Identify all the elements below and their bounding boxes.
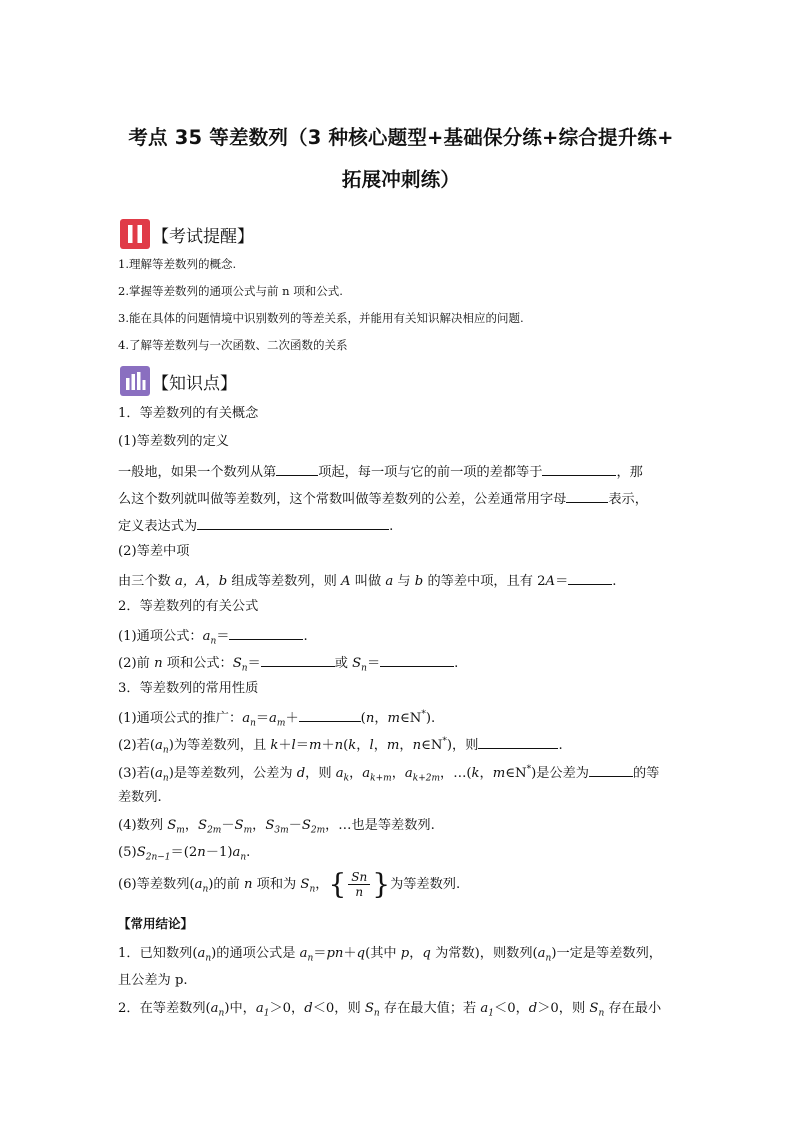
text: 一般地，如果一个数列从第 — [118, 465, 277, 480]
fill-blank — [299, 709, 361, 722]
math-var: $a_1$ — [480, 1001, 495, 1019]
fill-blank — [380, 654, 454, 667]
fraction-sn-over-n — [348, 870, 370, 899]
text: ， — [409, 946, 423, 961]
text: 的等 — [632, 766, 660, 781]
document-title-line-1: 考点 35 等差数列（3 种核心题型+基础保分练+综合提升练+ — [128, 126, 674, 149]
definition-line-3 — [118, 517, 393, 533]
math-var: k — [270, 738, 279, 753]
text: ，…也是等差数列. — [325, 818, 435, 833]
text: ， — [374, 711, 388, 726]
math-var: $S_m$ — [167, 818, 185, 836]
text: 2．在等差数列( — [118, 1001, 211, 1016]
conclusions-heading: 【常用结论】 — [118, 916, 194, 931]
pause-bars-icon — [120, 219, 150, 249]
text: . — [612, 574, 617, 589]
math-var: $a_n$ — [242, 711, 256, 729]
fill-blank — [261, 654, 335, 667]
fill-blank — [197, 517, 389, 530]
text: 与 — [393, 574, 415, 589]
knowledge-subtitle: (1)等差数列的定义 — [118, 434, 229, 449]
text: 项和公式： — [162, 656, 233, 671]
text: ∈N — [505, 766, 527, 781]
text: ( — [360, 711, 366, 726]
text: 么这个数列就叫做等差数列，这个常数叫做等差数列的公差，公差通常用字母 — [118, 492, 567, 507]
text: . — [246, 845, 251, 860]
bar-chart-icon — [120, 366, 150, 396]
math-var: $a_n$ — [155, 766, 169, 784]
math-var: n — [154, 656, 163, 671]
math-var: $S_{2n-1}$ — [136, 845, 171, 863]
math-var: n — [412, 738, 422, 753]
text: . — [558, 738, 563, 753]
text: ＜0，则 — [312, 1001, 365, 1016]
text: )的通项公式是 — [211, 946, 300, 961]
definition-line-1 — [118, 463, 643, 479]
text: －1) — [205, 845, 233, 860]
math-var: m — [386, 738, 400, 753]
math-var: $a_k$ — [335, 766, 350, 784]
text: )是公差为 — [531, 766, 589, 781]
text: 项起，每一项与它的前一项的差都等于 — [318, 465, 543, 480]
property-3-cont: 差数列. — [118, 790, 162, 805]
text: ， — [356, 738, 370, 753]
fraction-denominator: n — [355, 885, 364, 899]
text: )为等差数列，且 — [168, 738, 271, 753]
left-brace: { — [328, 867, 347, 901]
text: ，…( — [440, 766, 472, 781]
math-var: $S_{2m}$ — [198, 818, 222, 836]
math-var: k — [471, 766, 480, 781]
math-var: $a_{k+2m}$ — [404, 766, 441, 784]
math-var: $a_n$ — [155, 738, 169, 756]
math-var: a，A，b — [174, 574, 228, 589]
section-header-knowledge-points — [120, 366, 237, 396]
text: 项和为 — [252, 877, 301, 892]
reminder-item: 2.掌握等差数列的通项公式与前 n 项和公式. — [118, 284, 343, 298]
math-var: $S_{3m}$ — [265, 818, 289, 836]
math-var: $a_n$ — [194, 877, 209, 895]
text: (2)前 — [118, 656, 155, 671]
text: 的等差中项，且有 2 — [423, 574, 546, 589]
math-var: $a_m$ — [269, 711, 286, 729]
text: ＝ — [295, 738, 309, 753]
math-var: n — [365, 711, 375, 726]
fill-blank — [568, 572, 612, 585]
text: (其中 — [365, 946, 401, 961]
math-var: q — [356, 946, 366, 961]
text: ∈N — [421, 738, 443, 753]
reminder-item: 4.了解等差数列与一次函数、二次函数的关系 — [118, 338, 348, 352]
knowledge-title: 1．等差数列的有关概念 — [118, 406, 259, 421]
conclusion-1 — [118, 947, 662, 964]
math-var: d — [528, 1001, 538, 1016]
text: 为等差数列. — [390, 877, 461, 892]
text: ＋ — [343, 946, 357, 961]
text: ＞0， — [269, 1001, 305, 1016]
text: ＝ — [216, 629, 230, 644]
math-var: m — [308, 738, 322, 753]
text: (5) — [118, 845, 137, 860]
math-var: A — [341, 574, 351, 589]
text: ＝ — [247, 656, 261, 671]
math-var: l — [369, 738, 374, 753]
fill-blank — [566, 490, 608, 503]
math-var: A — [545, 574, 556, 589]
math-var: $a_n$ — [537, 946, 552, 964]
document-title-line-2: 拓展冲刺练） — [341, 168, 461, 191]
math-var: pn — [326, 946, 344, 961]
text: (1)通项公式： — [118, 629, 203, 644]
conclusion-1-cont: 且公差为 p. — [118, 973, 188, 988]
text: )中， — [224, 1001, 256, 1016]
reminder-item: 1.理解等差数列的概念. — [118, 257, 237, 271]
text: 组成等差数列，则 — [227, 574, 342, 589]
arithmetic-mean-line — [118, 572, 616, 588]
fill-blank — [229, 627, 303, 640]
text: ＜0， — [494, 1001, 529, 1016]
fill-blank — [589, 764, 633, 777]
property-5 — [118, 846, 250, 863]
text: (2)若( — [118, 738, 156, 753]
math-var: l — [291, 738, 296, 753]
math-var: m — [387, 711, 401, 726]
math-var: $S_n$ — [589, 1001, 605, 1019]
text: )一定是等差数列， — [551, 946, 662, 961]
property-2: (2)若$(a_n)$为等差数列，且 k＋l＝m＋n(k，l，m，n∈N*)，则 . — [118, 736, 563, 756]
text: . — [303, 629, 308, 644]
text: (1)通项公式的推广： — [118, 711, 243, 726]
property-1: (1)通项公式的推广：$a_n=a_m+ (n$，m∈N*). — [118, 709, 436, 729]
text: (6)等差数列( — [118, 877, 195, 892]
text: (4)数列 — [118, 818, 168, 833]
fill-blank — [276, 463, 318, 476]
text: ). — [425, 711, 436, 726]
math-var: n — [197, 845, 206, 860]
math-var: $a_{k+m}$ — [362, 766, 392, 784]
formula-general-term — [118, 627, 308, 647]
text: (3)若( — [118, 766, 156, 781]
math-var: $a_n$ — [232, 845, 247, 863]
conclusion-2 — [118, 1002, 661, 1019]
knowledge-title: 2．等差数列的有关公式 — [118, 599, 259, 614]
math-var: d — [296, 766, 306, 781]
right-brace: } — [372, 867, 391, 901]
text: 叫做 — [350, 574, 386, 589]
property-4: (4)数列 $S_m$，$S_{2m}-S_m$，$S_{3m}-S_{2m}$，…也是等差数列. — [118, 818, 435, 836]
section-heading: 【知识点】 — [152, 373, 237, 394]
text: ，则 — [305, 766, 336, 781]
math-var: $S_n$ — [300, 877, 316, 895]
math-var: k — [348, 738, 357, 753]
text: 存在最大值；若 — [379, 1001, 481, 1016]
property-3: (3)若$(a_n)$是等差数列，公差为 d，则 $a_k$，$a_{k+m}$，$a_{k+2m}$，…(k，m∈N*)是公差为 的等 — [118, 764, 660, 784]
math-var: $a_n$ — [210, 1001, 225, 1019]
definition-line-2 — [118, 490, 648, 506]
fraction-numerator: Sn — [348, 870, 370, 885]
text: )是等差数列，公差为 — [168, 766, 297, 781]
text: ＝ — [555, 574, 569, 589]
text: ＞0，则 — [537, 1001, 590, 1016]
math-var: p — [400, 946, 410, 961]
formula-partial-sum — [118, 654, 458, 674]
math-var: m — [492, 766, 506, 781]
text: ∈N — [400, 711, 422, 726]
math-var: n — [334, 738, 344, 753]
knowledge-title: 3．等差数列的常用性质 — [118, 681, 259, 696]
knowledge-subtitle: (2)等差中项 — [118, 544, 190, 559]
text: 定义表达式为 — [118, 519, 198, 534]
math-var: $a_n$ — [197, 946, 212, 964]
text: 或 — [334, 656, 353, 671]
text: 由三个数 — [118, 574, 175, 589]
text: )，则 — [446, 738, 479, 753]
text: . — [389, 519, 394, 534]
math-var: a — [385, 574, 394, 589]
text: 存在最小 — [604, 1001, 662, 1016]
math-var: $S_m$ — [234, 818, 253, 836]
text: . — [454, 656, 459, 671]
math-var: $a_1$ — [255, 1001, 270, 1019]
text: ＝ — [366, 656, 381, 671]
text: 为常数)，则数列( — [430, 946, 538, 961]
math-var: n — [243, 877, 253, 892]
math-var: $S_n$ — [352, 656, 367, 674]
math-var: $a_n$ — [202, 629, 217, 647]
fill-blank — [542, 463, 616, 476]
math-var: $S_{2m}$ — [301, 818, 326, 836]
text: )的前 — [208, 877, 244, 892]
math-var: q — [422, 946, 431, 961]
reminder-item: 3.能在具体的问题情境中识别数列的等差关系，并能用有关知识解决相应的问题. — [118, 311, 524, 325]
section-header-exam-reminder — [120, 219, 254, 249]
text: ， — [315, 877, 329, 892]
text: ，那 — [616, 465, 643, 480]
math-var: d — [304, 1001, 313, 1016]
section-heading: 【考试提醒】 — [152, 226, 254, 247]
text: ＝ — [313, 946, 327, 961]
text: ( — [343, 738, 349, 753]
text: 表示， — [608, 492, 648, 507]
math-var: $S_n$ — [232, 656, 248, 674]
text: ＝(2 — [170, 845, 198, 860]
text: 1．已知数列( — [118, 946, 198, 961]
property-6 — [118, 867, 461, 901]
math-var: b — [414, 574, 424, 589]
math-var: $a_n$ — [299, 946, 314, 964]
math-var: $S_n$ — [364, 1001, 380, 1019]
fill-blank — [478, 736, 558, 749]
